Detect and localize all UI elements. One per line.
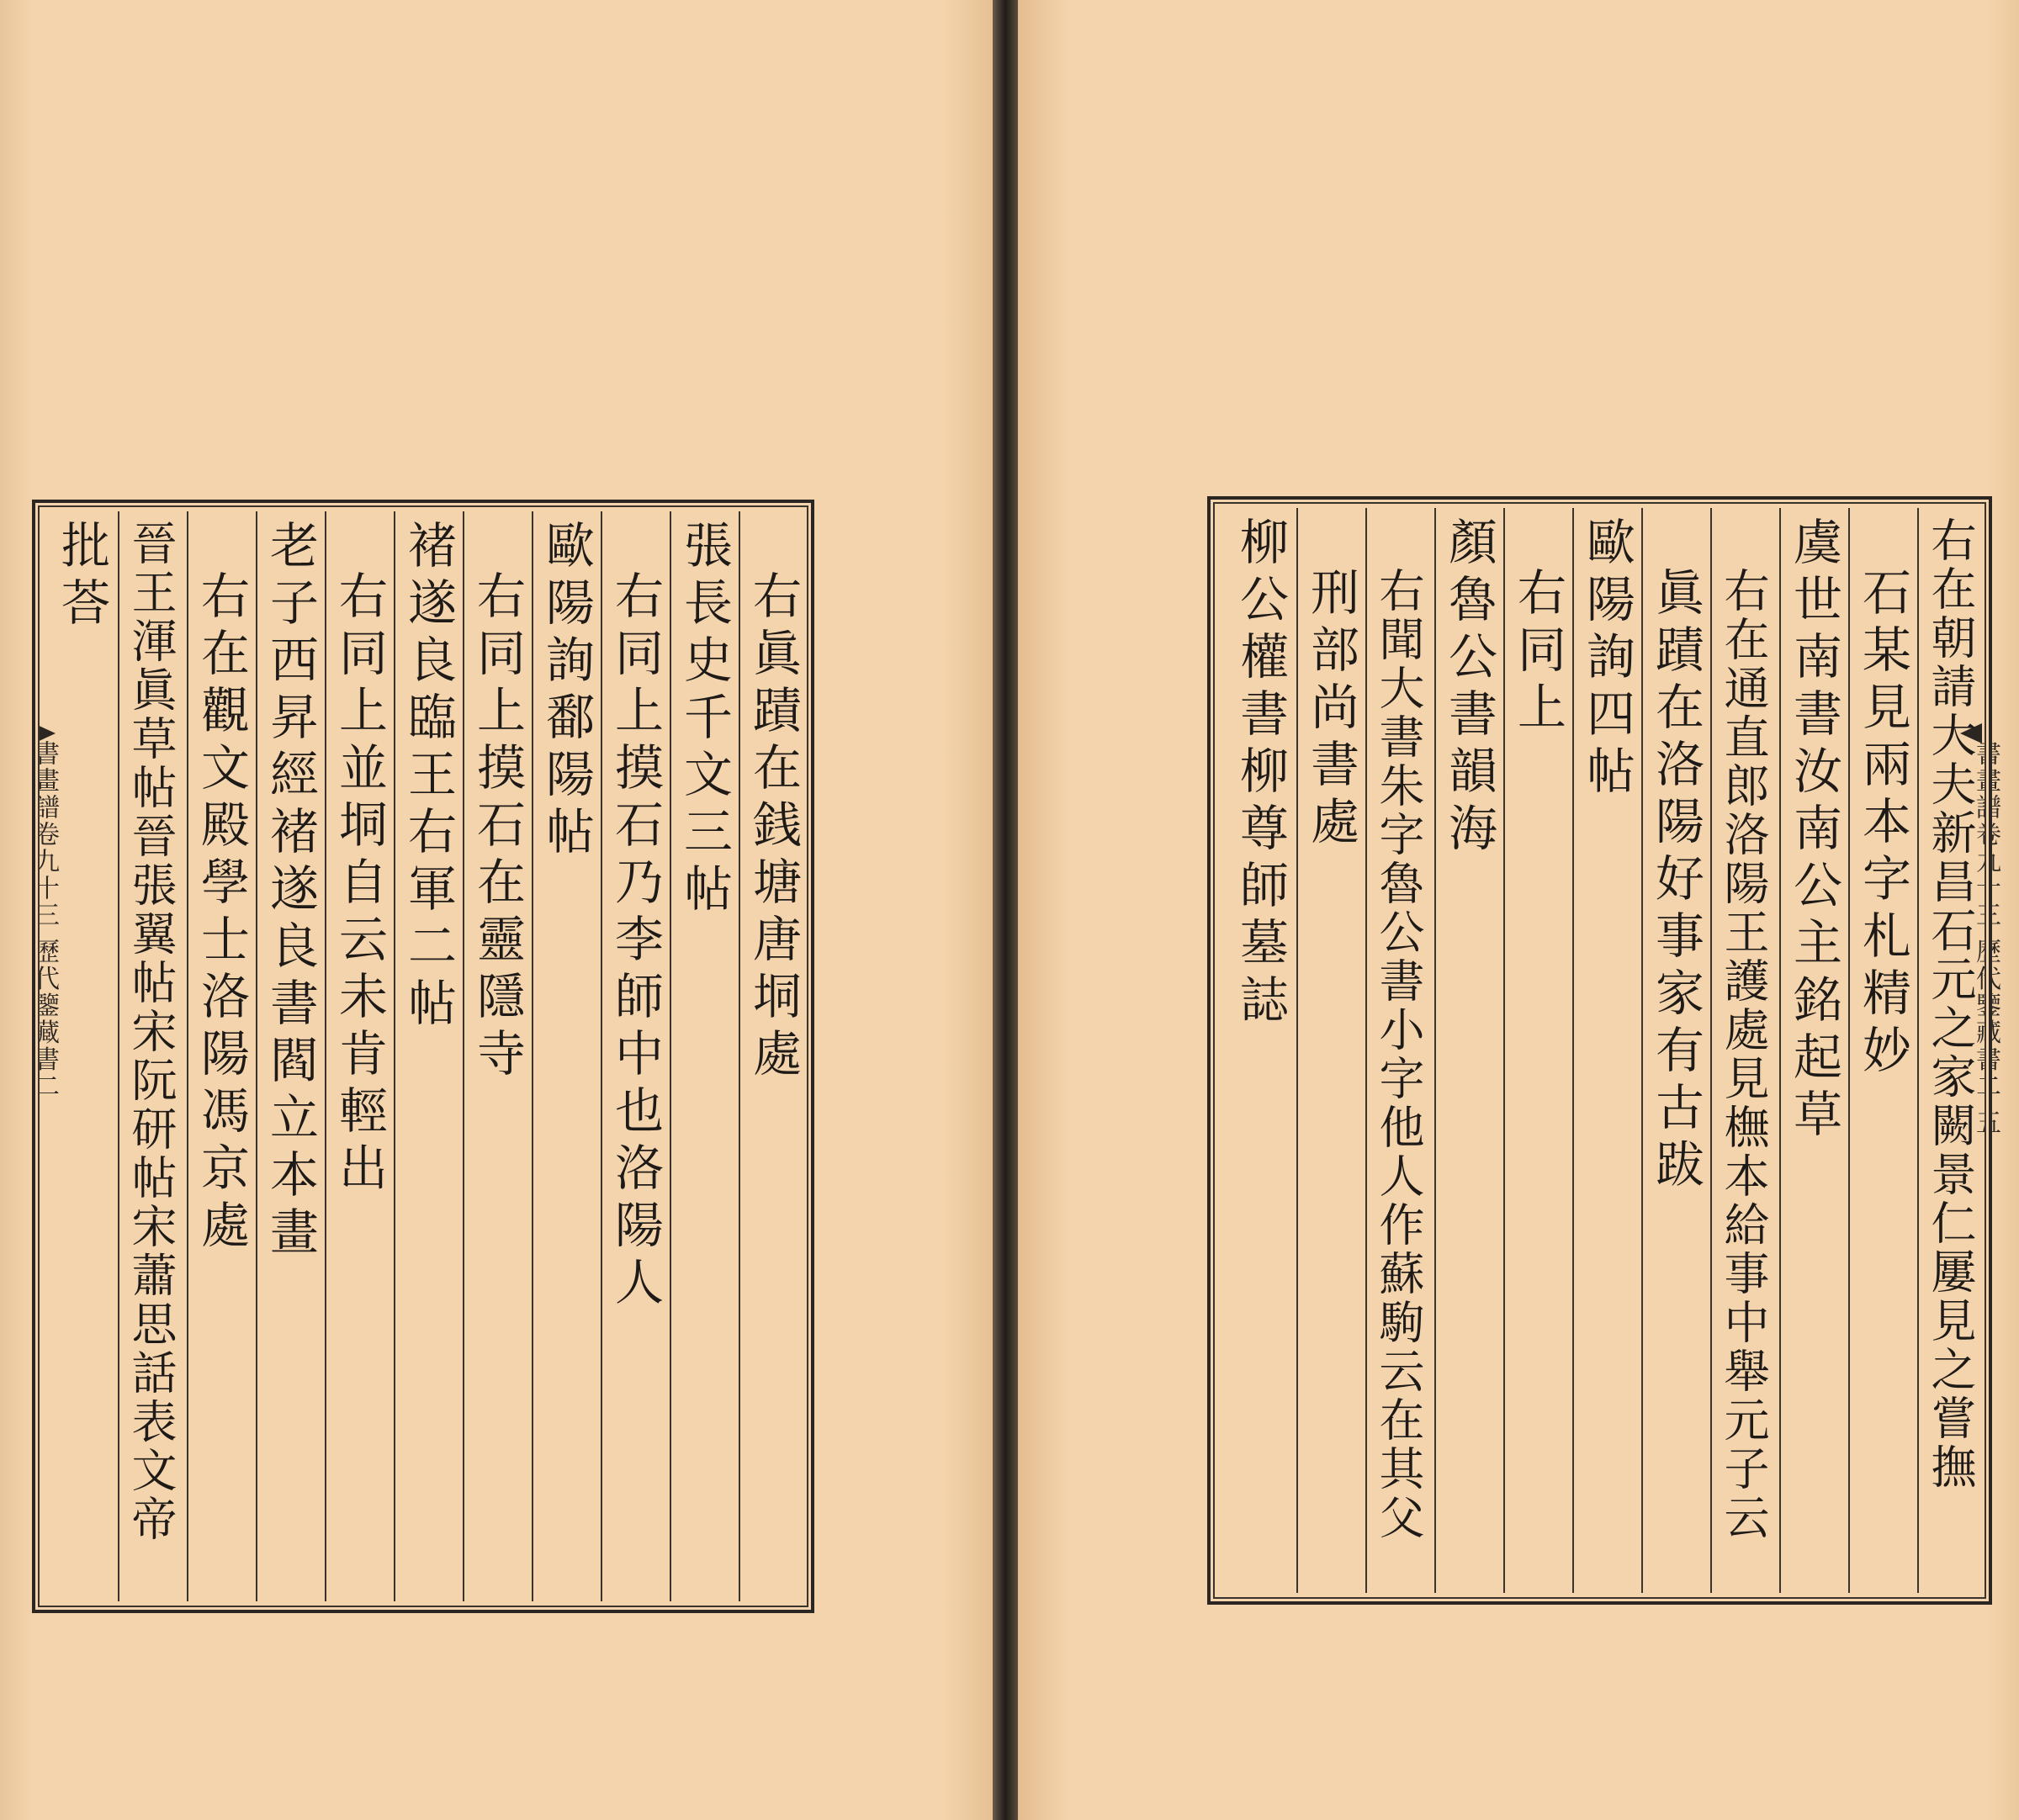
column-rule [1503, 508, 1505, 1593]
text-column: 柳公權書柳尊師墓誌 [1232, 516, 1289, 1031]
column-rule [532, 511, 533, 1601]
column-rule [1710, 508, 1712, 1593]
column-rule [1641, 508, 1643, 1593]
column-rule [670, 511, 671, 1601]
left-margin-label: 書畫譜卷九十三 歷代鑒藏書二 [29, 740, 59, 1100]
text-column: 批荅 [53, 520, 110, 634]
text-column: 老子西昇經褚遂良書閻立本畫 [262, 520, 319, 1263]
column-rule [463, 511, 464, 1601]
text-column: 右眞蹟在銭塘唐垌處 [745, 570, 802, 1085]
text-column: 刑部尚書處 [1302, 567, 1359, 853]
text-column: 右同上並垌自云未肯輕出 [331, 570, 388, 1199]
right-page [1018, 0, 2019, 1820]
right-text-frame [1207, 496, 1992, 1605]
text-column: 右同上摸石在靈隱寺 [469, 570, 526, 1085]
column-rule [1848, 508, 1850, 1593]
text-column: 右在通直郎洛陽王護處見橅本給事中舉元子云 [1717, 567, 1770, 1542]
column-rule [1434, 508, 1436, 1593]
text-column: 歐陽詢四帖 [1578, 516, 1635, 802]
column-rule [1296, 508, 1298, 1593]
left-text-frame [32, 500, 814, 1613]
text-column: 石某見兩本字札精妙 [1854, 567, 1911, 1082]
column-rule [1365, 508, 1367, 1593]
column-rule [256, 511, 257, 1601]
text-column: 虞世南書汝南公主銘起草 [1785, 516, 1842, 1145]
text-column: 右同上 [1509, 567, 1566, 738]
text-column: 右聞大書朱字魯公書小字他人作蘇駒云在其父 [1372, 567, 1425, 1542]
book-gutter [993, 0, 1018, 1820]
column-rule [325, 511, 326, 1601]
text-column: 褚遂良臨王右軍二帖 [400, 520, 457, 1034]
text-column: 右同上摸石乃李師中也洛陽人 [607, 570, 664, 1314]
text-column: 顏魯公書韻海 [1440, 516, 1497, 860]
text-column: 晉王渾眞草帖晉張翼帖宋阮研帖宋蕭思話表文帝 [125, 520, 178, 1544]
text-column: 眞蹟在洛陽好事家有古跋 [1647, 567, 1704, 1196]
column-rule [1779, 508, 1781, 1593]
column-rule [601, 511, 602, 1601]
column-rule [1572, 508, 1574, 1593]
right-margin-label: 書畫譜卷九十三 歷代鑒藏書二 五 [1971, 740, 2000, 1137]
column-rule [1917, 508, 1919, 1593]
text-column: 歐陽詢鄱陽帖 [538, 520, 595, 863]
left-page [0, 0, 993, 1820]
column-rule [394, 511, 395, 1601]
column-rule [118, 511, 119, 1601]
text-column: 右在觀文殿學士洛陽馮京處 [193, 570, 250, 1257]
column-rule [739, 511, 740, 1601]
text-column: 張長史千文三帖 [676, 520, 733, 920]
text-column: 右在朝請大夫新昌石元之家闕景仁屢見之嘗撫 [1924, 516, 1977, 1492]
column-rule [187, 511, 188, 1601]
